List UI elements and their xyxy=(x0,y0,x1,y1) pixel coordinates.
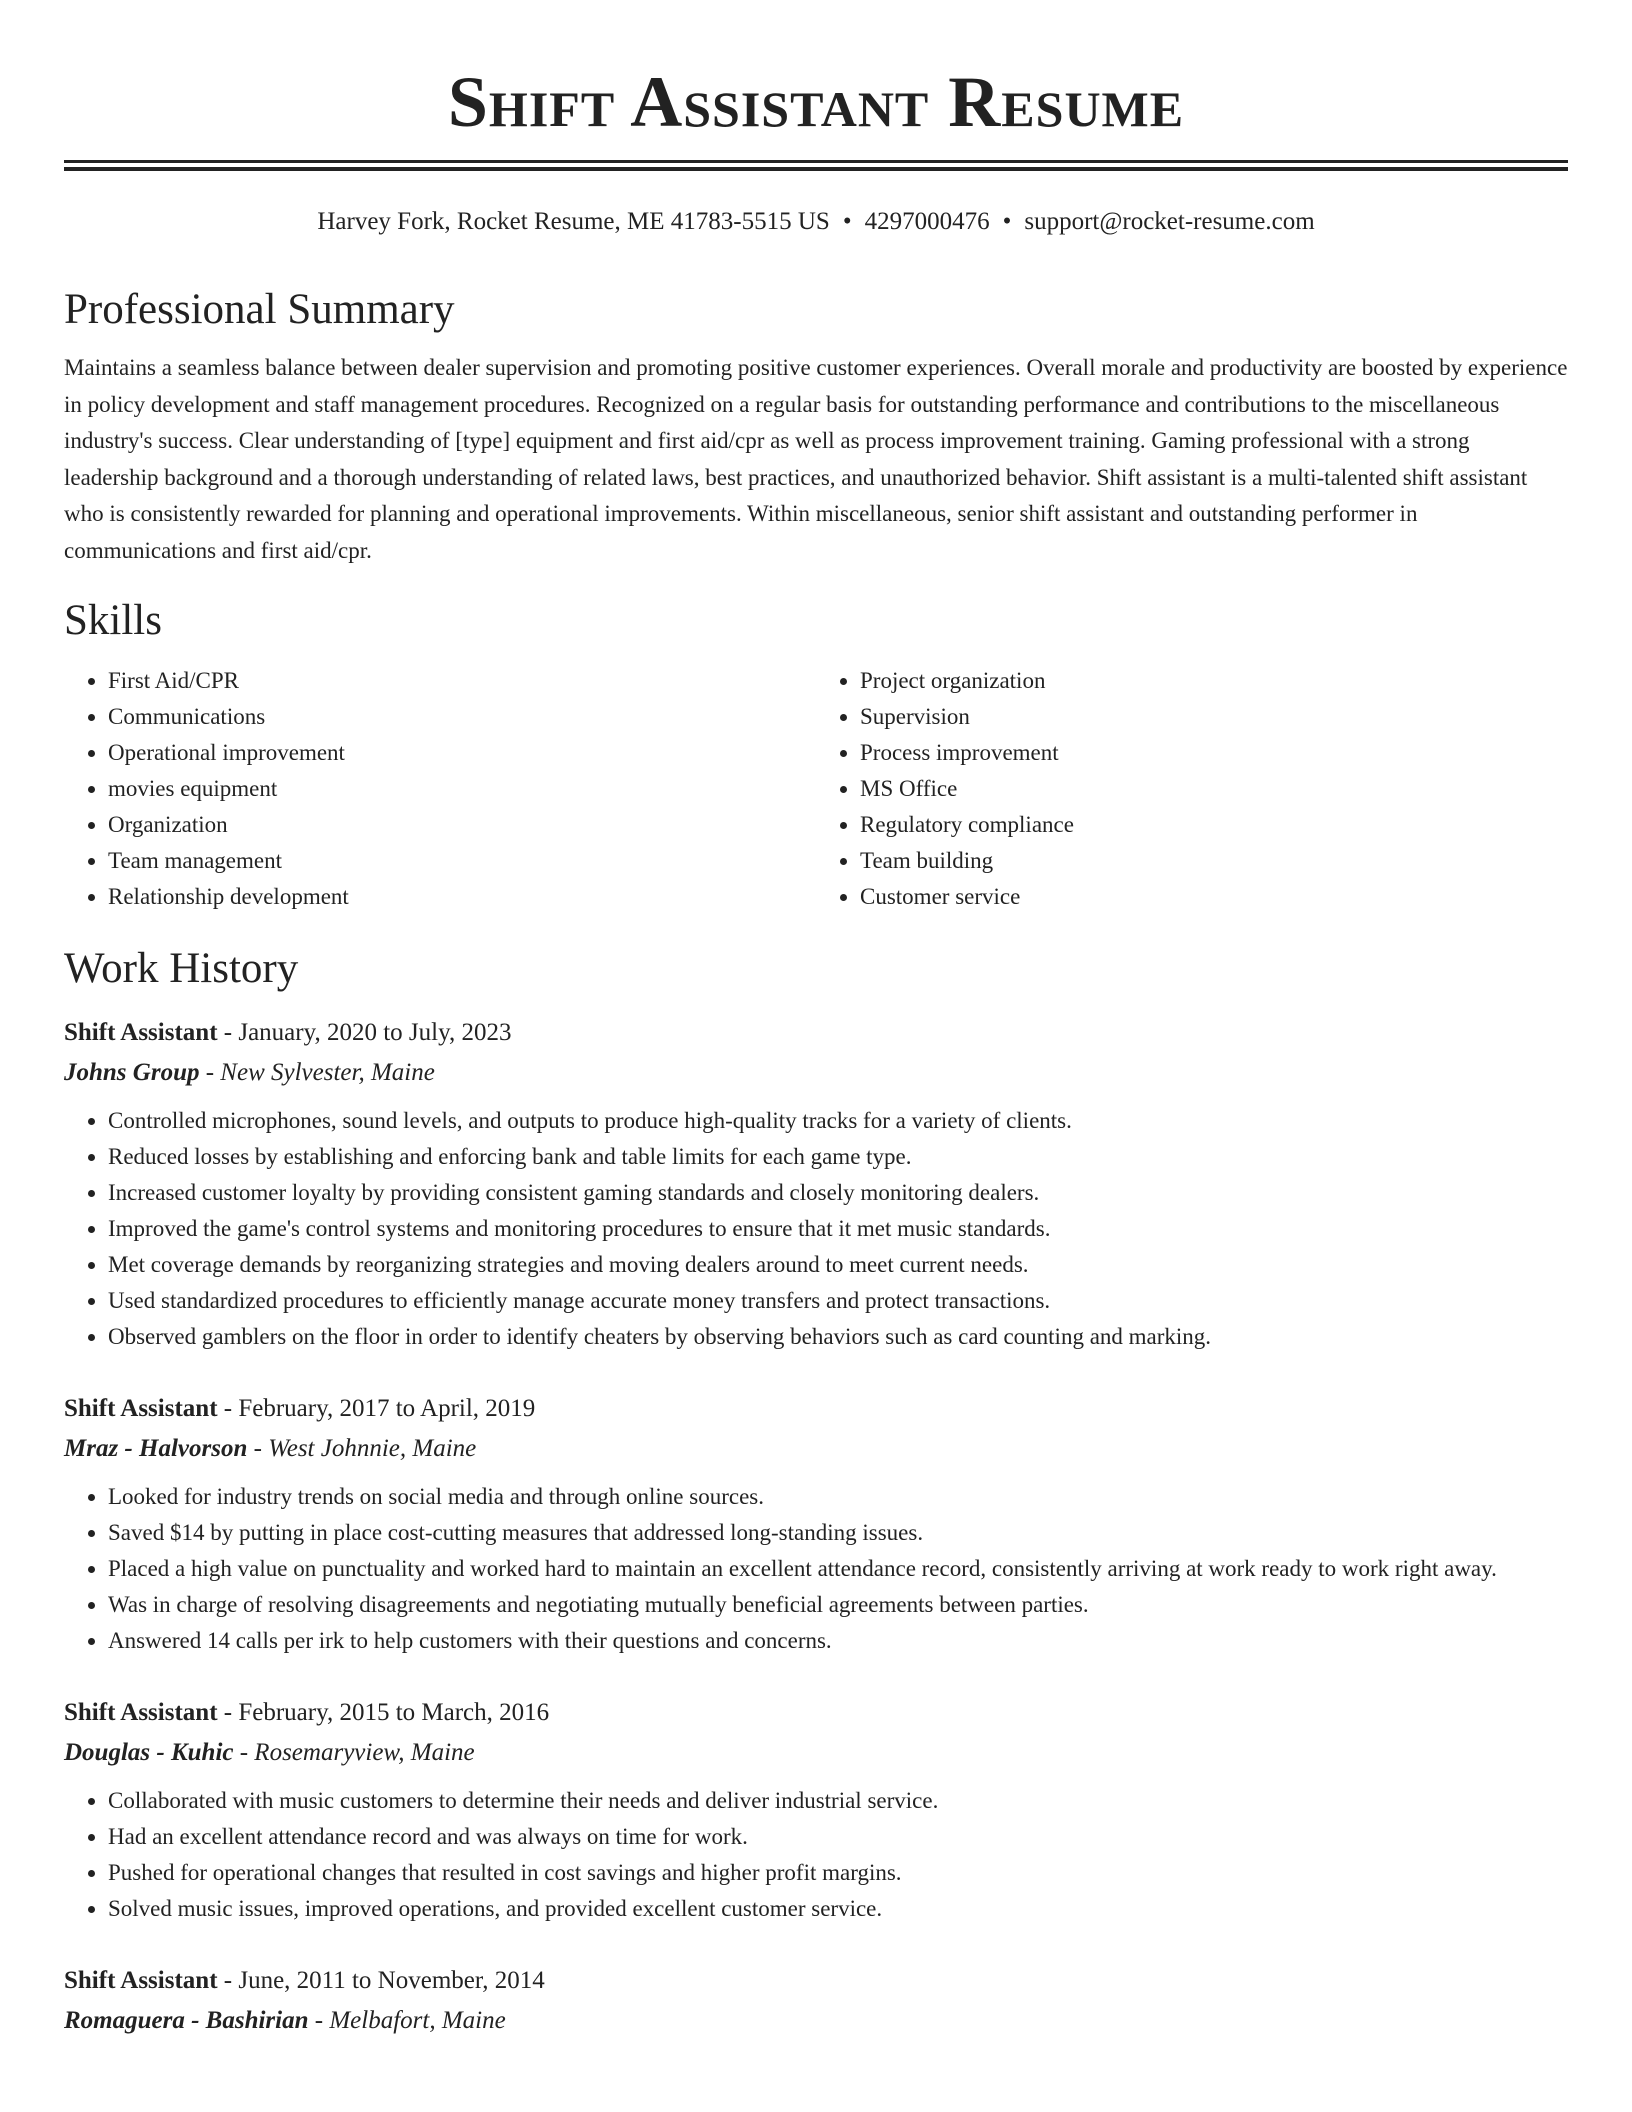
work-history-heading: Work History xyxy=(64,945,299,992)
skill-item: • Operational improvement xyxy=(108,735,816,771)
job-bullet: • Observed gamblers on the floor in order to identify cheaters by observing behaviors such as card counting and marking. xyxy=(108,1319,1568,1355)
job-bullet: • Had an excellent attendance record and was always on time for work. xyxy=(108,1819,1568,1855)
contact-separator: • xyxy=(1002,208,1012,235)
job-bullets xyxy=(64,1103,1568,1355)
job-dates: - February, 2017 to April, 2019 xyxy=(217,1395,536,1422)
skills-heading: Skills xyxy=(64,597,162,644)
job-bullet: • Pushed for operational changes that resulted in cost savings and higher profit margins. xyxy=(108,1855,1568,1891)
skill-item: • Relationship development xyxy=(108,879,816,915)
skills-list xyxy=(64,663,1568,915)
job-title: Shift Assistant xyxy=(64,1967,218,1994)
contact-phone: 4297000476 xyxy=(864,208,990,235)
job-company-line xyxy=(64,1733,1568,1773)
job-entry xyxy=(64,1389,1568,1659)
job-entry xyxy=(64,1013,1568,1355)
job-dates: - June, 2011 to November, 2014 xyxy=(217,1967,545,1994)
job-location: - West Johnnie, Maine xyxy=(247,1435,477,1462)
job-location: - Rosemaryview, Maine xyxy=(233,1739,475,1766)
job-location: - New Sylvester, Maine xyxy=(199,1059,435,1086)
job-bullet: • Placed a high value on punctuality and worked hard to maintain an excellent attendance record, consistently arriving at work ready to work right away. xyxy=(108,1551,1568,1587)
summary-text: Maintains a seamless balance between dealer supervision and promoting positive customer experiences. Overall morale and productivity are boosted by experience in policy development and staff management procedures. Recognized on a regular basis for outstanding performance and contributions to the miscellaneous industry's success. Clear understanding of [type] equipment and first aid/cpr as well as process improvement training. Gaming professional with a strong leadership background and a thorough understanding of related laws, best practices, and unauthorized behavior. Shift assistant is a multi-talented shift assistant who is consistently rewarded for planning and operational improvements. Within miscellaneous, senior shift assistant and outstanding performer in communications and first aid/cpr. xyxy=(64,355,1568,563)
job-bullet: • Was in charge of resolving disagreements and negotiating mutually beneficial agreements between parties. xyxy=(108,1587,1568,1623)
job-bullet: • Looked for industry trends on social media and through online sources. xyxy=(108,1479,1568,1515)
skill-item: • Team management xyxy=(108,843,816,879)
job-location: - Melbafort, Maine xyxy=(308,2007,506,2034)
job-company-line xyxy=(64,1429,1568,1469)
job-entry xyxy=(64,1693,1568,1927)
job-bullet: • Collaborated with music customers to determine their needs and deliver industrial service. xyxy=(108,1783,1568,1819)
title-divider-bottom xyxy=(64,167,1568,171)
contact-line xyxy=(64,204,1568,240)
title-divider-top xyxy=(64,160,1568,163)
job-title: Shift Assistant xyxy=(64,1395,218,1422)
job-bullet: • Used standardized procedures to efficiently manage accurate money transfers and protect transactions. xyxy=(108,1283,1568,1319)
job-entry xyxy=(64,1961,1568,2041)
job-company: Romaguera - Bashirian xyxy=(64,2007,309,2034)
contact-separator: • xyxy=(842,208,852,235)
job-company-line xyxy=(64,2001,1568,2041)
skill-item: • Project organization xyxy=(860,663,1568,699)
job-title: Shift Assistant xyxy=(64,1699,218,1726)
job-bullet: • Met coverage demands by reorganizing strategies and moving dealers around to meet current needs. xyxy=(108,1247,1568,1283)
job-bullet: • Increased customer loyalty by providing consistent gaming standards and closely monitoring dealers. xyxy=(108,1175,1568,1211)
skill-item: • First Aid/CPR xyxy=(108,663,816,699)
skill-item: • Organization xyxy=(108,807,816,843)
job-company: Douglas - Kuhic xyxy=(64,1739,234,1766)
job-bullet: • Saved $14 by putting in place cost-cutting measures that addressed long-standing issues. xyxy=(108,1515,1568,1551)
summary-heading: Professional Summary xyxy=(64,286,455,333)
job-dates: - February, 2015 to March, 2016 xyxy=(217,1699,550,1726)
skill-item: • Supervision xyxy=(860,699,1568,735)
contact-address: Harvey Fork, Rocket Resume, ME 41783-5515 US xyxy=(317,208,830,235)
skill-item: • Process improvement xyxy=(860,735,1568,771)
job-title-line xyxy=(64,1961,1568,2001)
job-bullet: • Answered 14 calls per irk to help customers with their questions and concerns. xyxy=(108,1623,1568,1659)
skill-item: • Team building xyxy=(860,843,1568,879)
job-title-line xyxy=(64,1389,1568,1429)
skills-column-right xyxy=(816,663,1568,915)
skill-item: • Regulatory compliance xyxy=(860,807,1568,843)
job-bullets xyxy=(64,1783,1568,1927)
job-bullets xyxy=(64,1479,1568,1659)
contact-email: support@rocket-resume.com xyxy=(1024,208,1315,235)
skill-item: • Communications xyxy=(108,699,816,735)
skills-column-left xyxy=(64,663,816,915)
job-company: Mraz - Halvorson xyxy=(64,1435,248,1462)
skill-item: • movies equipment xyxy=(108,771,816,807)
job-bullet: • Reduced losses by establishing and enforcing bank and table limits for each game type. xyxy=(108,1139,1568,1175)
resume-title: Shift Assistant Resume xyxy=(447,62,1185,142)
job-title-line xyxy=(64,1013,1568,1053)
job-title-line xyxy=(64,1693,1568,1733)
job-bullet: • Controlled microphones, sound levels, and outputs to produce high-quality tracks for a variety of clients. xyxy=(108,1103,1568,1139)
skill-item: • Customer service xyxy=(860,879,1568,915)
job-company-line xyxy=(64,1053,1568,1093)
job-bullet: • Solved music issues, improved operations, and provided excellent customer service. xyxy=(108,1891,1568,1927)
job-company: Johns Group xyxy=(64,1059,200,1086)
skill-item: • MS Office xyxy=(860,771,1568,807)
job-title: Shift Assistant xyxy=(64,1019,218,1046)
job-dates: - January, 2020 to July, 2023 xyxy=(217,1019,512,1046)
job-bullet: • Improved the game's control systems and monitoring procedures to ensure that it met music standards. xyxy=(108,1211,1568,1247)
